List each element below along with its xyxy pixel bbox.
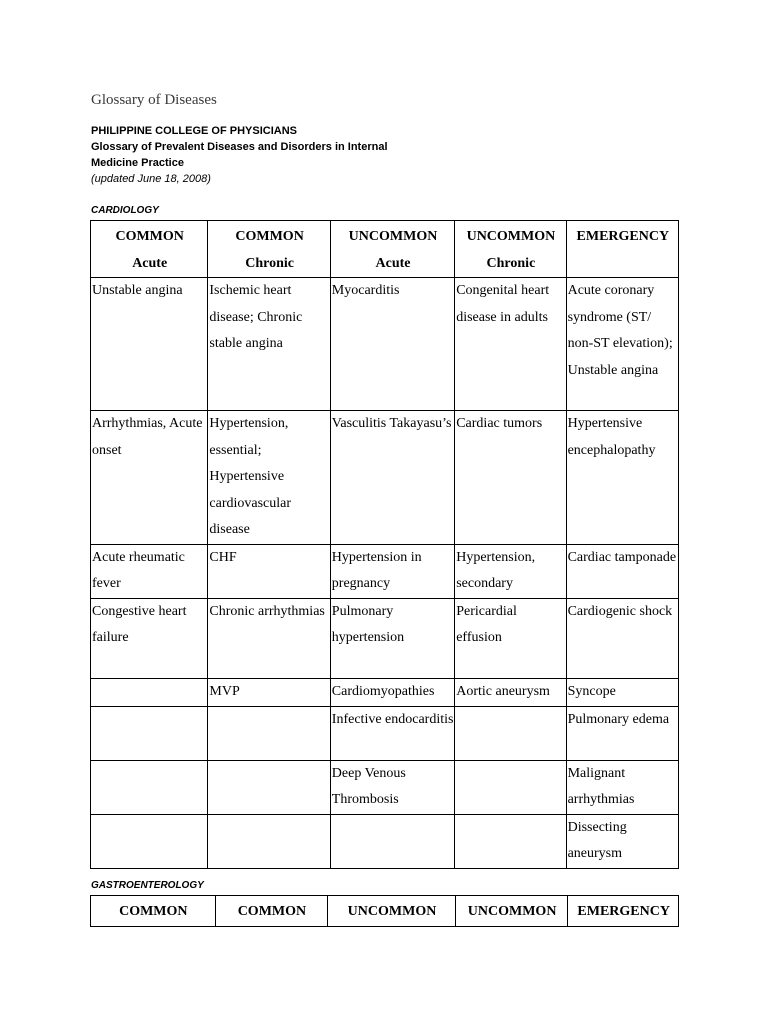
table-row [91,544,679,598]
header-common-acute: COMMON Acute [91,221,208,278]
table-cell [91,706,208,760]
table-row [91,598,679,678]
table-cell [91,760,208,814]
section-label-gastroenterology: GASTROENTEROLOGY [91,880,204,891]
table-cell: Cardiogenic shock [566,598,678,678]
header-uncommon-chronic: UNCOMMON Chronic [455,221,566,278]
table-cell: Myocarditis [330,278,454,411]
table-cell: Chronic arrhythmias [208,598,330,678]
table-cell: Cardiac tamponade [566,544,678,598]
table-cell [91,814,208,868]
table-cell [455,760,566,814]
header-uncommon: UNCOMMON [455,896,568,927]
updated-date: (updated June 18, 2008) [91,173,211,185]
table-cell: Aortic aneurysm [455,678,566,706]
table-cell [91,678,208,706]
table-cell: Arrhythmias, Acute onset [91,411,208,545]
table-cell: Acute rheumatic fever [91,544,208,598]
header-uncommon-acute: UNCOMMON Acute [330,221,454,278]
table-row [91,760,679,814]
table-cell: Congenital heart disease in adults [455,278,566,411]
table-cell: Hypertensive encephalopathy [566,411,678,545]
table-row [91,678,679,706]
table-cell: Pulmonary edema [566,706,678,760]
table-cell: Cardiac tumors [455,411,566,545]
cardiology-table [90,220,679,869]
document-title: Glossary of Diseases [91,92,217,108]
header-emergency: EMERGENCY [568,896,679,927]
header-common: COMMON [215,896,328,927]
table-cell: Cardiomyopathies [330,678,454,706]
header-common-chronic: COMMON Chronic [208,221,330,278]
table-cell [208,814,330,868]
table-cell: Unstable angina [91,278,208,411]
table-row [91,814,679,868]
table-cell: CHF [208,544,330,598]
table-cell: Hypertension, secondary [455,544,566,598]
organization-name: PHILIPPINE COLLEGE OF PHYSICIANS [91,125,297,137]
table-cell: Congestive heart failure [91,598,208,678]
table-cell: MVP [208,678,330,706]
table-cell: Pericardial effusion [455,598,566,678]
cardiology-header-row [91,221,679,278]
table-cell [455,706,566,760]
table-cell: Syncope [566,678,678,706]
table-cell [208,706,330,760]
table-row [91,411,679,545]
table-cell: Dissecting aneurysm [566,814,678,868]
section-label-cardiology: CARDIOLOGY [91,205,159,216]
gastroenterology-header-row [91,896,679,927]
table-cell [330,814,454,868]
table-cell: Hypertension in pregnancy [330,544,454,598]
gastroenterology-table [90,895,679,927]
table-cell: Hypertension, essential; Hypertensive cardiovascular disease [208,411,330,545]
table-cell: Ischemic heart disease; Chronic stable angina [208,278,330,411]
header-uncommon: UNCOMMON [328,896,456,927]
table-cell: Malignant arrhythmias [566,760,678,814]
header-common: COMMON [91,896,216,927]
document-subtitle: Glossary of Prevalent Diseases and Disorders in Internal Medicine Practice [91,141,388,169]
table-cell: Deep Venous Thrombosis [330,760,454,814]
table-cell: Vasculitis Takayasu’s [330,411,454,545]
table-cell [455,814,566,868]
table-cell: Pulmonary hypertension [330,598,454,678]
table-row [91,706,679,760]
header-emergency: EMERGENCY [566,221,678,278]
table-row [91,278,679,411]
table-cell: Infective endocarditis [330,706,454,760]
table-cell: Acute coronary syndrome (ST/ non-ST elevation); Unstable angina [566,278,678,411]
table-cell [208,760,330,814]
